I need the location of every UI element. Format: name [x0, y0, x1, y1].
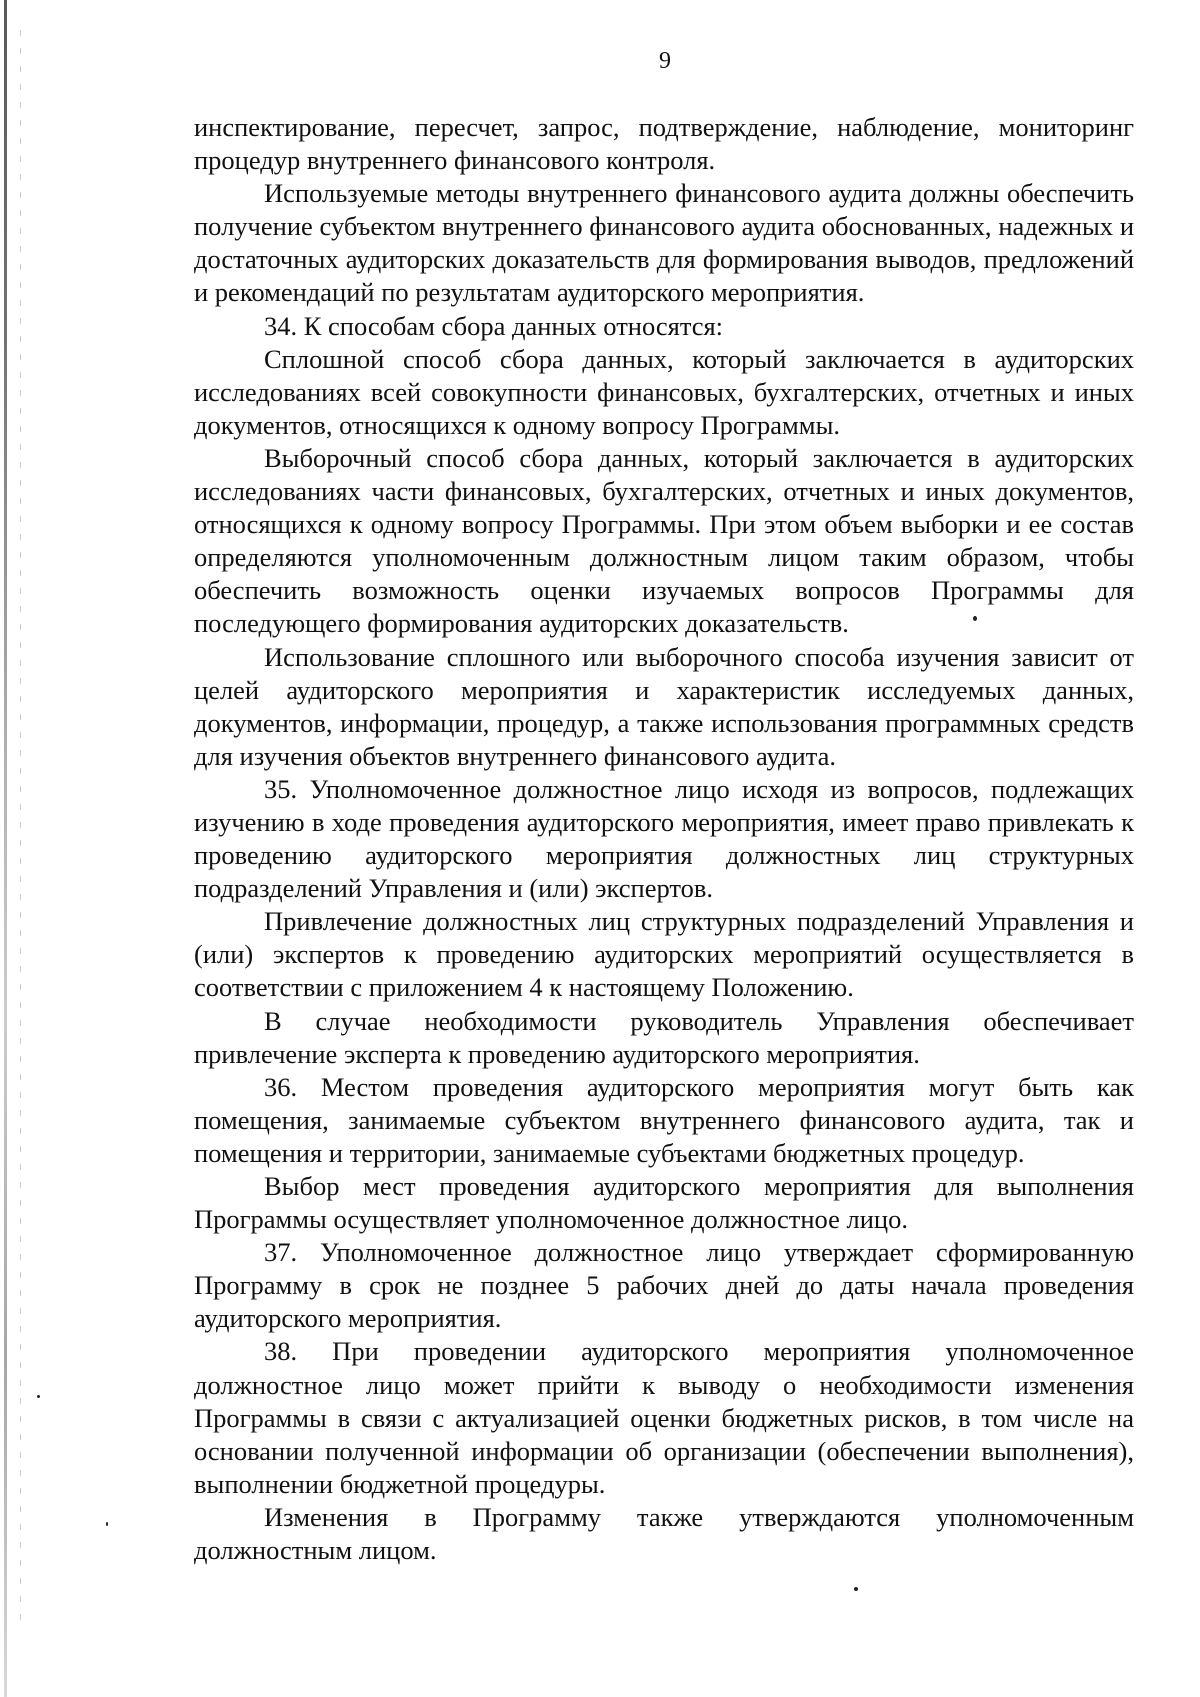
paragraph-sampling-method: Выборочный способ сбора данных, который заключается в аудиторских исследованиях части финансовых, бухгалтерских, отчетных и иных документов, относящихся к одному вопросу Программы. При этом объем выборки и ее состав определяются уполномоченным должностным лицом таким образом, чтобы обеспечить возможность оценки изучаемых вопросов Программы для последующего формирования аудиторских доказательств. [194, 442, 1134, 639]
paragraph-continuous-method: Сплошной способ сбора данных, который заключается в аудиторских исследованиях всей совокупности финансовых, бухгалтерских, отчетных и иных документов, относящихся к одному вопросу Программы. [194, 343, 1134, 440]
paragraph-involvement: Привлечение должностных лиц структурных подразделений Управления и (или) экспертов к проведению аудиторских мероприятий осуществляется в соответствии с приложением 4 к настоящему Положению. [194, 906, 1134, 1003]
paragraph-item-38: 38. При проведении аудиторского мероприятия уполномоченное должностное лицо может прийти к выводу о необходимости изменения Программы в связи с актуализацией оценки бюджетных рисков, в том числе на основании полученной информации об организации (обеспечении выполнения), выполнении бюджетной процедуры. [194, 1336, 1134, 1499]
scan-binding-marks [20, 30, 21, 1630]
paragraph-audit-methods: Используемые методы внутреннего финансового аудита должны обеспечить получение субъектом внутреннего финансового аудита обоснованных, надежных и достаточных аудиторских доказательств для формирования выводов, предложений и рекомендаций по результатам аудиторского мероприятия. [194, 178, 1134, 308]
paragraph-item-36: 36. Местом проведения аудиторского мероприятия могут быть как помещения, занимаемые субъектом внутреннего финансового аудита, так и помещения и территории, занимаемые субъектами бюджетных процедур. [194, 1071, 1134, 1168]
page-number: 9 [659, 48, 671, 74]
scan-speck [106, 1522, 108, 1526]
paragraph-changes: Изменения в Программу также утверждаются уполномоченным должностным лицом. [194, 1501, 1134, 1566]
paragraph-continuation: инспектирование, пересчет, запрос, подтверждение, наблюдение, мониторинг процедур внутреннего финансового контроля. [194, 112, 1134, 176]
paragraph-place-choice: Выбор мест проведения аудиторского мероприятия для выполнения Программы осуществляет уполномоченное должностное лицо. [194, 1171, 1134, 1235]
scan-left-edge [4, 0, 7, 1697]
paragraph-item-35: 35. Уполномоченное должностное лицо исходя из вопросов, подлежащих изучению в ходе проведения аудиторского мероприятия, имеет право привлекать к проведению аудиторского мероприятия должностных лиц структурных подразделений Управления и (или) экспертов. [194, 773, 1134, 904]
paragraph-item-37: 37. Уполномоченное должностное лицо утверждает сформированную Программу в срок не позднее 5 рабочих дней до даты начала проведения аудиторского мероприятия. [194, 1237, 1134, 1334]
document-body [194, 111, 1134, 1567]
paragraph-expert: В случае необходимости руководитель Управления обеспечивает привлечение эксперта к проведению аудиторского мероприятия. [194, 1005, 1134, 1069]
scan-speck [854, 1587, 858, 1591]
paragraph-method-choice: Использование сплошного или выборочного способа изучения зависит от целей аудиторского мероприятия и характеристик исследуемых данных, документов, информации, процедур, а также использования программных средств для изучения объектов внутреннего финансового аудита. [194, 641, 1134, 771]
paragraph-item-34: 34. К способам сбора данных относятся: [264, 310, 724, 341]
scan-speck [37, 1395, 40, 1398]
scan-speck [973, 616, 977, 621]
